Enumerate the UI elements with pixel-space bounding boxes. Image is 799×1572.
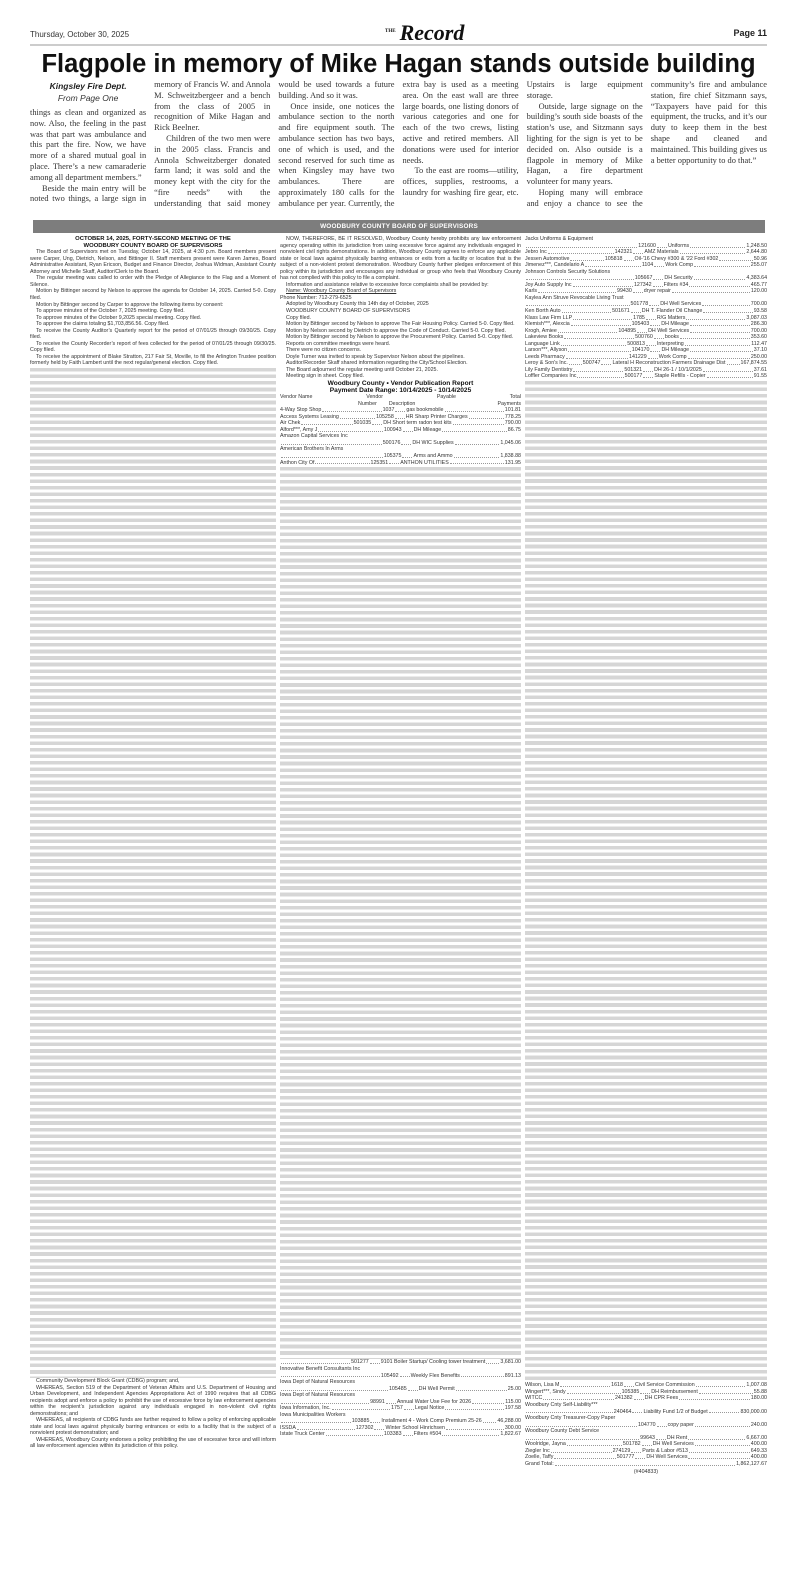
vendor-name: American Brothers In Arms [280,446,344,453]
paragraph: WOODBURY COUNTY BOARD OF SUPERVISORS [286,308,411,315]
headline: Flagpole in memory of Mike Hagan stands outside building [41,50,756,78]
legal-column-2 [280,236,521,1526]
page-number: Page 11 [733,28,767,38]
vendor-number: 141229 [629,353,647,360]
vendor-name: Leroy & Son's Inc. [525,360,568,367]
payment-amount: 1,822.67 [500,1431,521,1438]
payable-description: Filters #504 [413,1431,442,1438]
payment-amount: 830,000.00 [740,1408,767,1415]
payment-amount: 167,874.55 [740,360,768,367]
payment-amount: 46,288.00 [497,1418,521,1425]
payment-amount: 700.00 [750,327,767,334]
payment-amount: 240.00 [750,1421,768,1428]
paragraph: To approve minutes of the October 9,2025 special meeting. Copy filed. [36,314,202,321]
vendor-number: 127342 [633,281,652,288]
article-paragraph: To the east are rooms—utility, offices, supplies, restrooms, a laundry for washing fire gear, etc. Upstairs is large equipment storage. [402,80,643,197]
payment-amount: 400.00 [750,1441,767,1448]
article-body [30,80,767,210]
contact-phone: Phone Number: 712-279-6525 [280,294,352,301]
payable-description: Liability Fund 1/2 of Budget [643,1408,708,1415]
paragraph: Auditor/Recorder Skaff shared information regarding the City/School Election. [286,360,468,367]
vendor-number: 1104 [641,262,654,269]
vendor-name: Woodbury Cnty Treasurer-Copy Paper [525,1415,616,1422]
paragraph: Adopted by Woodbury County this 14th day of October, 2025 [286,301,429,308]
vendor-number: 1618 [611,1382,623,1389]
payable-description: R/G Matters [656,314,686,321]
paragraph: Community Development Block Grant (CDBG) program; and, [36,1377,180,1384]
vendor-name: Leeds Pharmacy [525,353,565,360]
paragraph: To approve minutes of the October 7, 2025 meeting. Copy filed. [36,308,185,315]
payment-amount: 131.95 [504,459,521,466]
vendor-number: 500177 [624,373,643,380]
vendor-name: Amazon Capital Services Inc [280,433,348,440]
payment-amount: 1,838.88 [500,452,521,459]
vendor-name: Air Chek [280,420,301,427]
vendor-name: Iowa Municipalities Workers [280,1411,346,1418]
vendor-number: 501778 [630,301,649,308]
vendor-name: Larson***, Allyson [525,347,568,354]
paragraph: Reports on committee meetings were heard. [286,340,391,347]
vendor-number: 1757 [391,1405,403,1412]
vendor-number: 127302 [355,1424,374,1431]
payable-description: Interpreting [656,340,684,347]
payable-description: Weekly Flex Benefits [410,1372,460,1379]
vendor-name: Woolridge, Jayna [525,1441,566,1448]
vendor-name: Woodbury Cnty Self-Liability*** [525,1401,598,1408]
grand-total-row: Grand Total: 1,862,127.67 [525,1460,767,1467]
vendor-number: 103885 [351,1418,370,1425]
payable-description: DH Well Services [646,1454,688,1461]
paragraph: Motion by Bittinger second by Nelson to approve the Procurement Policy. Carried 5-0. Copy filed. [286,334,514,341]
article-kicker: Kingsley Fire Dept. From Page One [49,81,127,103]
vendor-number: 99430 [617,288,632,295]
paragraph: Meeting sign in sheet. Copy filed. [286,373,365,380]
payable-description: DH Rent [666,1434,688,1441]
payment-amount: 50.96 [753,255,767,262]
payable-description: DH Well Services [648,327,690,334]
payable-description: DH Well Services [652,1441,694,1448]
payable-description: Staple Refills - Copier [654,373,706,380]
payable-description: Arms and Ammo [413,452,453,459]
newspaper-logo: $^{THE}$ Record [385,20,465,45]
vendor-name: Zoelle, Taffy [525,1454,554,1461]
minutes-title-2: WOODBURY COUNTY BOARD OF SUPERVISORS [83,242,223,249]
vendor-number: 99643 [640,1434,655,1441]
payable-description: Installment 4 - Work Comp Premium 25-26 [381,1418,482,1425]
payable-description: DH T. Flander Oil Change [641,308,703,315]
payable-description: ANTHON UTILITIES [400,459,449,466]
article-paragraph: Children of the two men were in the 2005 class. Francis and Annola Schweitzberger donated farm land; it was sold and the money kept with the city for the “fire needs” with the understanding that said money would be used towards a future building. And so it was. [154,80,395,208]
payment-amount: 120.00 [750,288,768,295]
vendor-name: Innovative Benefit Consultants Inc [280,1365,361,1372]
vendor-number: 240464 [613,1408,632,1415]
vendor-number: 501035 [353,420,372,427]
vendor-name: Loffler Companies Inc [525,373,577,380]
payable-description: DH Security [664,275,693,282]
payable-description: gas bookmobile [406,407,444,414]
payable-description: copy paper [667,1421,694,1428]
paragraph: Information and assistance relative to excessive force complaints shall be provided by: [286,281,489,288]
paragraph: NOW, THEREFORE, BE IT RESOLVED, Woodbury County hereby prohibits any law enforcement agency operating within its jurisdiction from using excessive force against any individuals engaged in nonviolent civil rights demonstrations. In addition, Woodbury County agrees to enforce any applicable state or local laws against physically barring entrances or exits from a facility or location that is the subject of a non-violent protest demonstration. Woodbury County further pledges enforcement of this policy within its jurisdiction and encourages any individual or group who feels that Woodbury County has not complied with this policy to file a complaint. [280,236,521,282]
payment-amount: 93.58 [753,308,767,315]
payment-amount: 300.00 [504,1424,522,1431]
paragraph: To receive the County Recorder’s report of fees collected for the period of 07/01/25 through 09/30/25. Copy filed. [30,340,276,354]
vendor-name: Klass Law Firm LLP [525,314,573,321]
issue-date: Thursday, October 30, 2025 [30,30,130,39]
vendor-name: Ken Borth Auto [525,308,561,315]
payable-description: DH Short term radon test kits [383,420,452,427]
paragraph: The Board adjourned the regular meeting until October 21, 2025. [286,366,438,373]
vendor-name: Iowa Dept of Natural Resources [280,1392,356,1399]
vendor-list-continuation [525,381,767,1382]
payable-description: DH Mileage [413,426,442,433]
vendor-name: Access Systems Leasing [280,413,339,420]
paragraph: Motion by Nelson second by Dietrich to approve the Code of Conduct. Carried 5-0. Copy filed. [286,327,506,334]
vendor-name: Lakeview Books [525,334,564,341]
paragraph: Motion by Bittinger second by Carper to approve the following items by consent: [36,301,224,308]
payable-description: Winter School Hinrichsen [385,1424,445,1431]
payable-description: DH Mileage [661,347,690,354]
payable-description: Lateral H Reconstruction Farmers Drainage Dist [612,360,726,367]
payment-amount: 465.77 [750,281,767,288]
vendor-name: Krogh, Amiee [525,327,557,334]
payment-amount: 250.00 [750,353,768,360]
vendor-name: Ziegler Inc [525,1447,550,1454]
vendor-number: 105258 [376,413,394,420]
vendor-name: Klemish***, Alexcia [525,321,570,328]
payment-amount: 55.88 [753,1388,768,1395]
vendor-number: 142321 [614,249,633,256]
payable-description: DH Reimbursement [651,1388,698,1395]
vendor-name: WITCC [525,1395,543,1402]
payable-description: Filters #34 [663,281,689,288]
payable-description: dryer repair [643,288,671,295]
article-paragraph: Hoping many will embrace and enjoy a chance to see the community’s fire and ambulance station, fire chief Sitzmann says, “Taxpayers have paid for this equipment, the trucks, and it’s our duty to keep them in the best shape and cleaned and maintained. This building gives us a better opportunity to do that.” [526,80,767,208]
vendor-number: 500176 [382,439,401,446]
vendor-name: Iowa Information, Inc. [280,1405,331,1412]
payment-amount: 649.33 [750,1447,767,1454]
payable-description: Uniforms [667,242,690,249]
notice-id: (#404833) [633,1469,659,1476]
payable-description: DH Well Services [660,301,702,308]
paragraph: WHEREAS, Woodbury County endorses a policy prohibiting the use of excessive force and will inform all law enforcement agencies within its jurisdiction of this policy. [30,1436,276,1450]
vendor-number: 241382 [614,1395,633,1402]
legal-banner: WOODBURY COUNTY BOARD OF SUPERVISORS [33,220,765,233]
vendor-number: 103383 [383,1431,402,1438]
report-range: Payment Date Range: 10/14/2025 - 10/14/2025 [329,387,472,395]
payment-amount: 353.60 [750,334,767,341]
vendor-number: 1785 [633,314,645,321]
vendor-number: 501277 [351,1359,369,1366]
paragraph: Motion by Bittinger second by Nelson to approve the agenda for October 14, 2025. Carried 5-0. Copy filed. [30,288,276,302]
vendor-number: 104170 [631,347,650,354]
article-paragraph: Beside the main entry will be noted two things, a large sign in memory of Francis W. and Annola M. Schweitzbergeer and a bench from the class of 2005 in recognition of Mike Hagan and Rick Beelner. [30,80,271,204]
vendor-number: 105403 [631,321,650,328]
vendor-name: Wingert***, Sindy [525,1388,566,1395]
payment-amount: 1,248.50 [746,242,768,249]
payable-description: Work Comp [665,262,694,269]
payment-amount: 778.25 [504,413,522,420]
vendor-name: Jacks Uniforms & Equipment [525,236,594,242]
text-continuation [30,368,276,1378]
vendor-number: 274129 [612,1447,631,1454]
paragraph: WHEREAS, Section 519 of the Department of Veteran Affairs and U.S. Department of Housing and Urban Development, and Independent Agencies Appropriations Act of 1990 requires that all CDBG recipients adopt and enforce a policy to prohibit the use of excessive force by law enforcement agencies within the recipient’s jurisdiction against any individuals engaged in non-violent civil rights demonstrations; and [30,1384,276,1417]
paragraph: WHEREAS, all recipients of CDBG funds are further required to follow a policy of enforcing applicable state and local laws against physically barring entrances or exits to a facility that is the subject of a nonviolent protest demonstration; and [30,1417,276,1437]
legal-column-3 [525,236,767,1536]
paragraph: Doyle Turner was invited to speak by Supervisor Nelson about the pipelines. [286,353,465,360]
payable-description: DH Well Permit [418,1385,455,1392]
payment-amount: 3,087.03 [746,314,767,321]
vendor-name: Istate Truck Center [280,1431,325,1438]
vendor-name: Jebro Inc [525,249,547,256]
payment-amount: 86.75 [507,426,522,433]
payment-amount: 4,383.64 [746,275,768,282]
vendor-number: 104770 [637,1421,656,1428]
paragraph: Motion by Bittinger second by Nelson to approve The Fair Housing Policy. Carried 5-0. Copy filed. [286,321,515,328]
vendor-number: 500760 [635,334,653,341]
legal-column-1 [30,236,276,1538]
vendor-number: 104895 [618,327,637,334]
vendor-name: Johnson Controls Security Solutions [525,268,611,275]
payable-description: AMZ Materials [644,249,679,256]
vendor-number: 100943 [383,426,402,433]
payment-amount: 112.47 [751,340,767,347]
payment-amount: 37.10 [753,347,768,354]
payment-amount: 891.13 [504,1372,521,1379]
vendor-number: 105818 [604,255,623,262]
page-header [30,20,767,46]
paragraph: The Board of Supervisors met on Tuesday, October 14, 2025, at 4:30 p.m. Board members present were Carper, Ung, Dietrich, Nelson, and Bittinger II. Staff members present were Karen James, Board Administrative Assistant, Ryan Ericson, Budget and Finance Director, Joshua Widman, Assistant County Attorney and Michelle Skaff, Auditor/Clerk to the Board. [30,249,276,275]
payment-amount: 115.00 [505,1398,521,1405]
vendor-row [525,373,767,380]
payment-amount: 286.30 [750,321,767,328]
paragraph: To receive the appointment of Blake Stratton, 217 Fair St, Moville, to fill the Arlington Trustee position formerly held by Faith Lambert until the next regular/general election. Copy filed. [30,353,276,367]
vendor-number: 501777 [616,1454,635,1461]
vendor-number: 500747 [582,360,601,367]
vendor-number: 501671 [612,308,630,315]
vendor-name: Kaylea Ann Struve Revocable Living Trust [525,294,624,301]
payment-amount: 700.00 [750,301,767,308]
vendor-name: Alford***, Amy J [280,426,318,433]
payable-description: DH CPR Fees [644,1395,679,1402]
payment-amount: 400.00 [750,1454,767,1461]
paragraph: Copy filed. [286,314,312,321]
vendor-number: 1037 [382,407,395,414]
paragraph: The regular meeting was called to order with the Pledge of Allegiance to the Flag and a Moment of Silence. [30,275,276,288]
vendor-number: 125351 [370,459,389,466]
payment-amount: 255.07 [750,262,767,269]
paragraph: To approve the claims totaling $1,703,856.56. Copy filed. [36,321,170,328]
vendor-name: 4-Way Stop Shop [280,407,322,414]
vendor-name: Anthon City Of [280,459,315,466]
payable-description: DH WIC Supplies [412,439,454,446]
vendor-number: 98991 [370,1398,385,1405]
report-title: Woodbury County • Vendor Publication Report [327,380,474,388]
payment-amount: 3,681.00 [500,1359,521,1366]
vendor-number: 501782 [622,1441,641,1448]
payable-description: Work Comp [658,353,687,360]
payment-amount: 197.58 [504,1405,521,1412]
vendor-row [280,460,521,467]
vendor-number: 105667 [634,275,653,282]
vendor-name: Karls [525,288,538,295]
vendor-number: 501321 [624,366,643,373]
payable-description: Legal Notice [414,1405,445,1412]
article-paragraph: Outside, large signage on the building’s south side boasts of the station’s use, and Sitzmann says lighting for the sign is yet to be decided on. Also outside is a flagpole in memory of Mike Hagan, a fire department volunteer for many years. [526,101,643,187]
vendor-list-continuation [280,467,521,1359]
report-column-headers-2: Number Description Payments [358,400,521,407]
vendor-name: Iowa Dept of Natural Resources [280,1379,356,1386]
payable-description: 9101 Boiler Startup/ Cooling tower treatment [380,1359,486,1366]
vendor-name: Jessen Automotive [525,255,570,262]
payable-description: HR Sharp Printer Charges [405,413,468,420]
payment-amount: 101.81 [504,407,521,414]
vendor-name: Woodbury County Debt Service [525,1428,600,1435]
vendor-number: 105375 [383,452,402,459]
vendor-name: Language Link [525,340,560,347]
payment-amount: 1,045.06 [500,439,521,446]
payment-amount: 25.00 [507,1385,521,1392]
payment-amount: 91.55 [753,373,767,380]
vendor-name: Joy Auto Supply Inc [525,281,572,288]
payment-amount: 790.00 [504,420,521,427]
contact-name: Name: Woodbury County Board of Supervisors [286,288,397,295]
article-paragraph: Once inside, one notices the ambulance section to the north and fire equipment south. The ambulance section has two bays, one of which is used, and the second reserved for such time as when Kingsley may have two ambulances. There are approximately 180 calls for the ambulance per year. Currently, the extra bay is used as a meeting area. On the east wall are three large boards, one listing donors of various categories and one for each of the two crews, listing active and retired members. All donations were used for interior needs. [278,80,519,208]
paragraph: There were no citizen concerns. [286,347,362,354]
minutes-title: OCTOBER 14, 2025, FORTY-SECOND MEETING OF THE [75,236,231,242]
payment-amount: 2,644.80 [746,249,767,256]
payable-description: Annual Water Use Fee for 2026 [396,1398,472,1405]
payable-description: Parts & Labor #513 [642,1447,688,1454]
article-paragraph: things as clean and organized as now. Also, the feeling in the past was that part was ambulance and this part the fire. Now, we have more of a shared mutual goal in place. There’s a new camaraderie among all department members.” [30,108,147,182]
vendor-name: Wilson, Lisa M [525,1382,560,1389]
vendor-number: 105492 [380,1372,399,1379]
vendor-name: ISSDA [280,1424,296,1431]
payment-amount: 37.61 [753,366,768,373]
vendor-number: 500813 [627,340,645,347]
payable-description: Civil Service Commission [634,1382,695,1389]
payable-description: books [664,334,679,341]
payable-description: DH Mileage [661,321,689,328]
vendor-number: 105485 [388,1385,407,1392]
vendor-number: 121600 [638,242,656,249]
paragraph: To receive the County Auditor’s Quarterly report for the period of 07/01/25 through 09/30/25. Copy filed. [30,327,276,341]
report-column-headers: Vendor Name Vendor Payable Total [280,394,521,401]
payable-description: Oil-'16 Chevy #300 & '22 Ford #302 [634,255,719,262]
vendor-name: Jimenez***, Candelario A [525,262,585,269]
vendor-number: 105385 [621,1388,640,1395]
vendor-name: Lily Family Dentistry [525,366,573,373]
payable-description: DH 26-1 / 10/1/2025 [654,366,702,373]
payment-amount: 180.00 [750,1395,767,1402]
payment-amount: 6,667.00 [746,1434,768,1441]
payment-amount: 1,007.08 [746,1382,767,1389]
